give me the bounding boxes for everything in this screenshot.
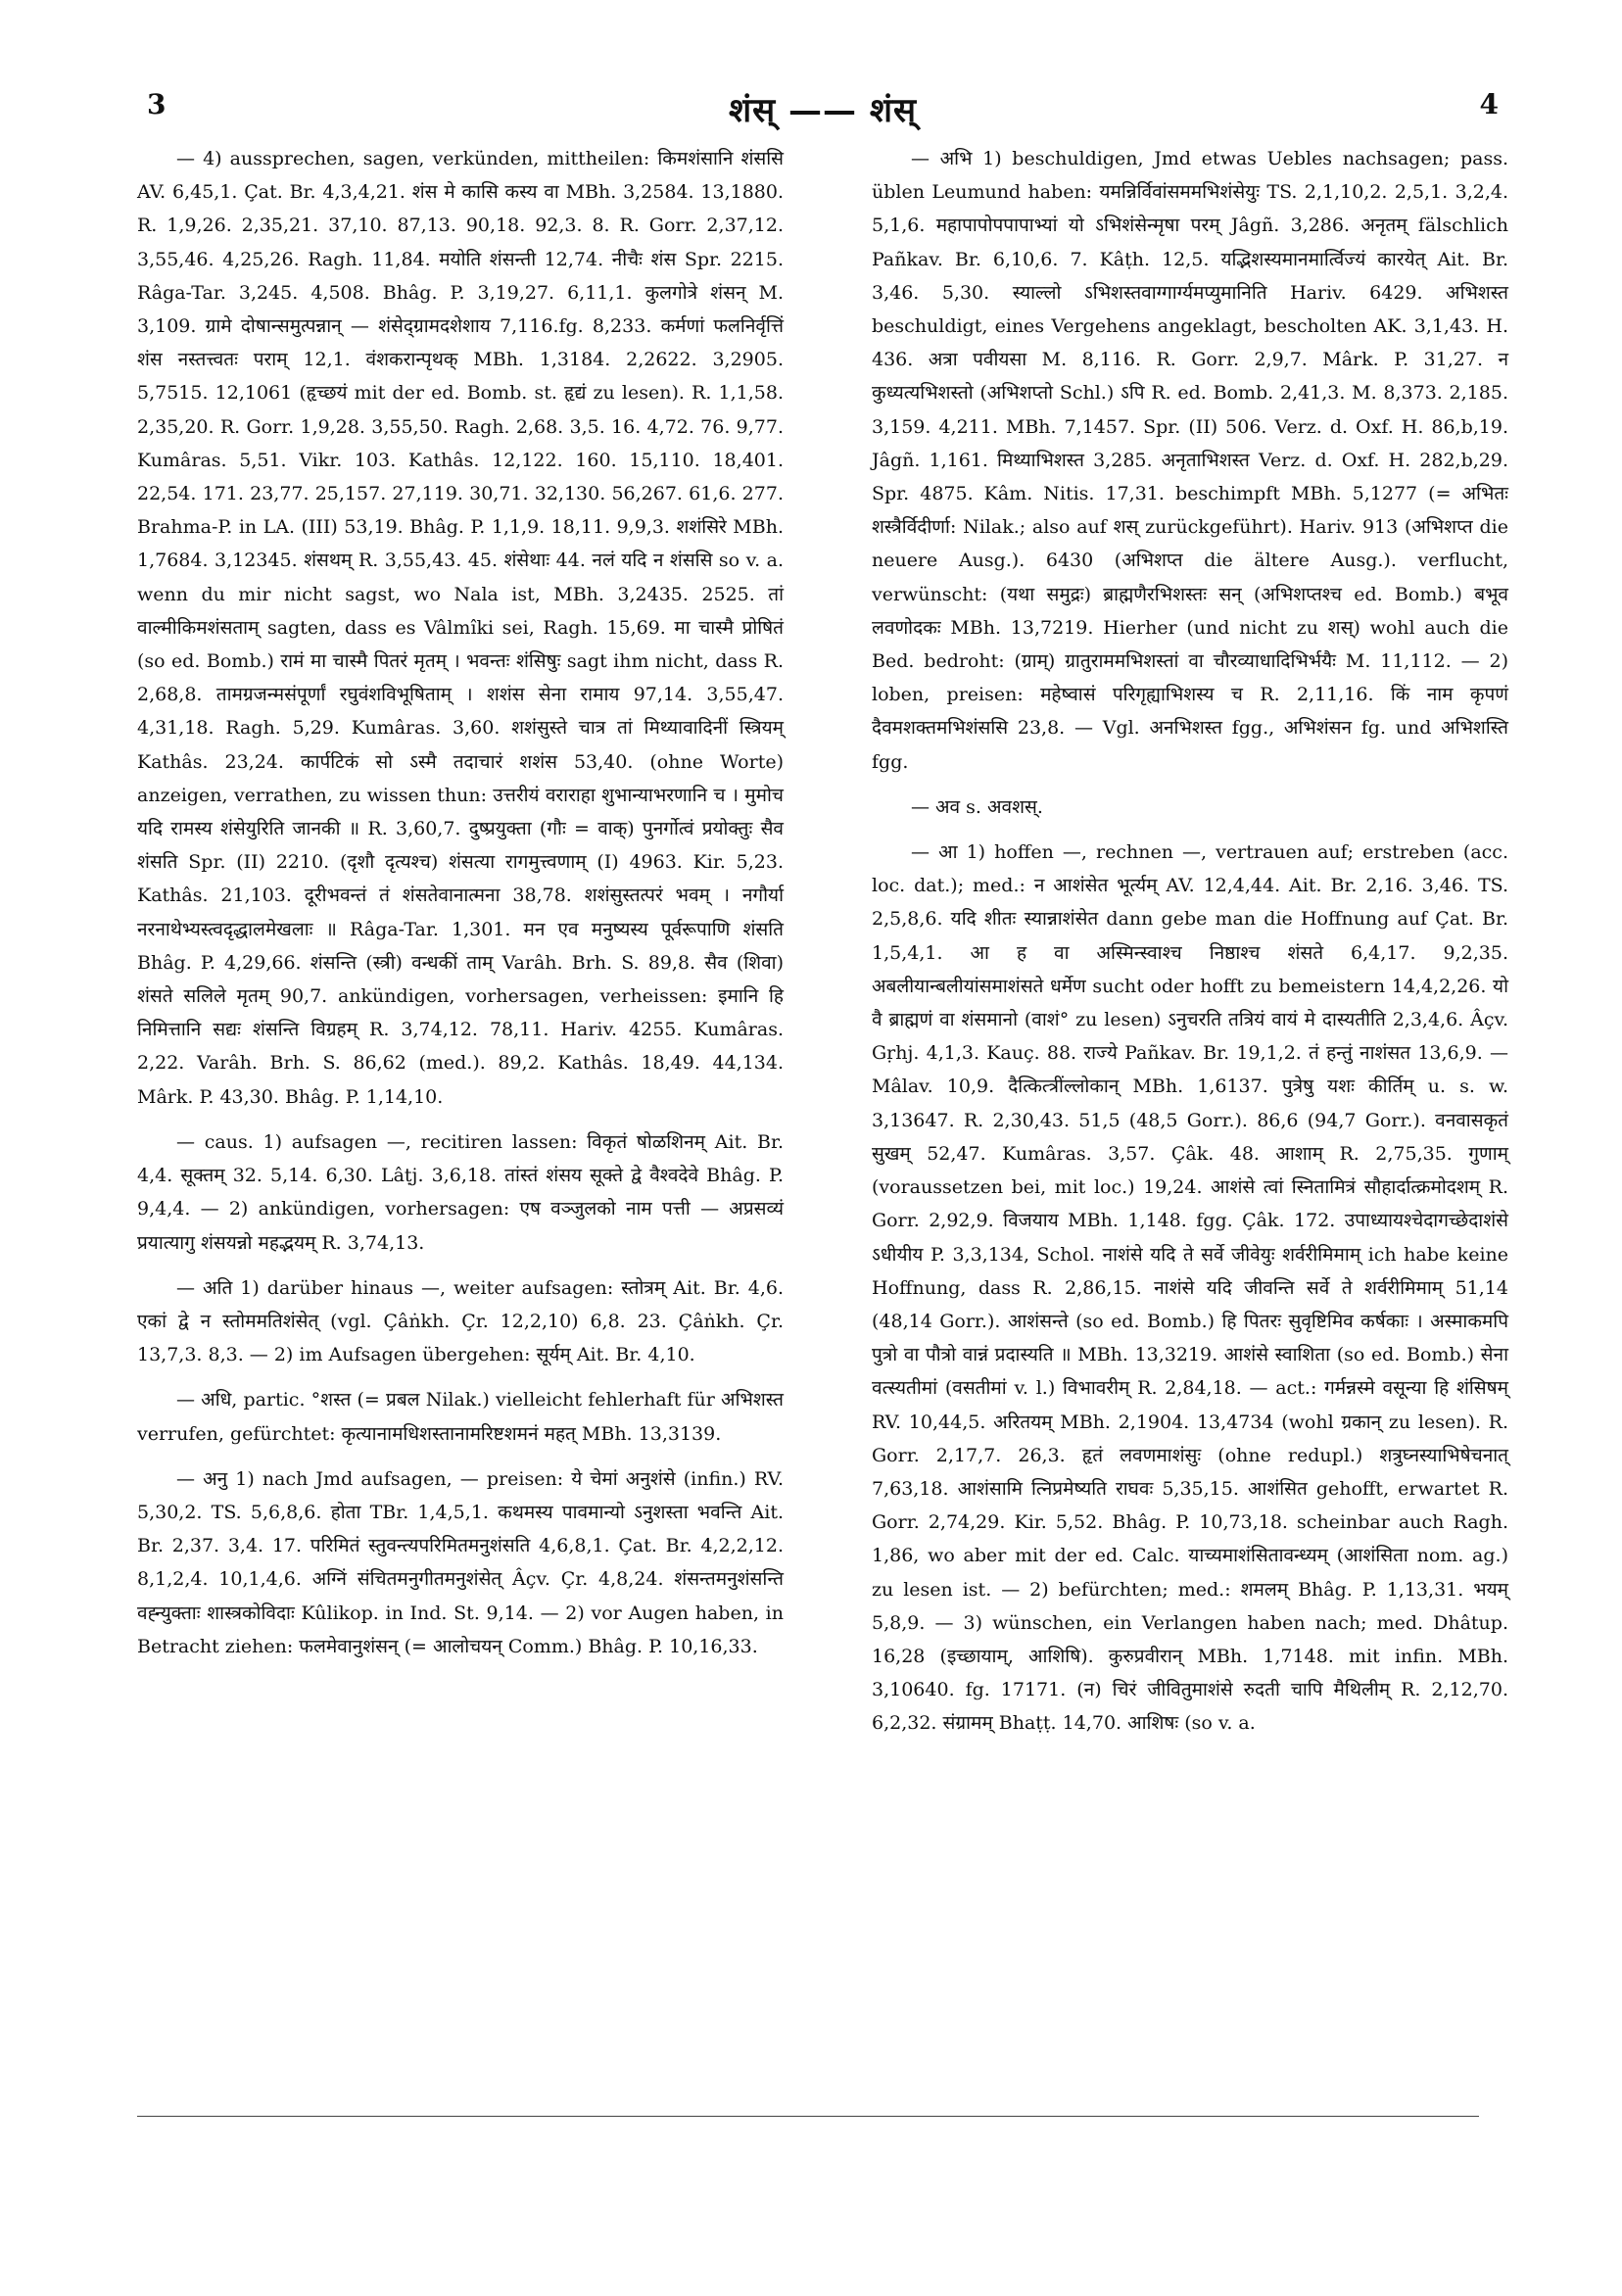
page-number-right: 4	[1479, 88, 1499, 120]
footer-rule	[137, 2116, 1479, 2117]
page-header	[147, 88, 1499, 130]
entry-paragraph: — आ 1) hoffen —, rechnen —, vertrauen auf; erstreben (acc. loc. dat.); med.: न आशंसेत भूर्त्यम् AV. 12,4,44. Ait. Br. 2,16. 3,46. TS. 2,5,8,6. यदि शीतः स्यान्नाशंसेत dann gebe man die Hoffnung auf Çat. Br. 1,5,4,1. आ ह वा अस्मिन्स्वाश्च निष्ठाश्च शंसते 6,4,17. 9,2,35. अबलीयान्बलीयांसमाशंसते धर्मेण sucht oder hofft zu bemeistern 14,4,2,26. यो वै ब्राह्मणं वा शंसमानो (वाशं° zu lesen) ऽनुचरति तत्रियं वायं मे दास्यतीति 2,3,4,6. Âçv. Gṛhj. 4,1,3. Kauç. 88. राज्ये Pañkav. Br. 19,1,2. तं हन्तुं नाशंसत 13,6,9. — Mâlav. 10,9. दैत्कित्त्रींल्लोकान् MBh. 1,6137. पुत्रेषु यशः कीर्तिम् u. s. w. 3,13647. R. 2,30,43. 51,5 (48,5 Gorr.). 86,6 (94,7 Gorr.). वनवासकृतं सुखम् 52,47. Kumâras. 3,57. Çâk. 48. आशाम् R. 2,75,35. गुणाम् (voraussetzen bei, mit loc.) 19,24. आशंसे त्वां स्नितामित्रं सौहार्दात्क्रमोदशम् R. Gorr. 2,92,9. विजयाय MBh. 1,148. fgg. Çâk. 172. उपाध्यायश्चेदागच्छेदाशंसे ऽधीयीय P. 3,3,134, Schol. नाशंसे यदि ते सर्वे जीवेयुः शर्वरीमिमाम् ich habe keine Hoffnung, dass R. 2,86,15. नाशंसे यदि जीवन्ति सर्वे ते शर्वरीमिमाम् 51,14 (48,14 Gorr.). आशंसन्ते (so ed. Bomb.) हि पितरः सुवृष्टिमिव कर्षकाः । अस्माकमपि पुत्रो वा पौत्रो वान्नं प्रदास्यति ॥ MBh. 13,3219. आशंसे स्वाशिता (so ed. Bomb.) सेना वत्स्यतीमां (वसतीमां v. l.) विभावरीम् R. 2,84,18. — act.: गर्मन्नस्मे वसून्या हि शंसिषम् RV. 10,44,5. अरितयम् MBh. 2,1904. 13,4734 (wohl ग्रकान् zu lesen). R. Gorr. 2,17,7. 26,3. हृतं लवणमाशंसुः (ohne redupl.) शत्रुघ्नस्याभिषेचनात् 7,63,18. आशंसामि त्निप्रमेष्यति राघवः 5,35,15. आशंसित gehofft, erwartet R. Gorr. 2,74,29. Kir. 5,52. Bhâg. P. 10,73,18. scheinbar auch Ragh. 1,86, wo aber mit der ed. Calc. याच्यमाशंसितावन्ध्यम् (आशंसिता nom. ag.) zu lesen ist. — 2) befürchten; med.: शमलम् Bhâg. P. 1,13,31. भयम् 5,8,9. — 3) wünschen, ein Verlangen haben nach; med. Dhâtup. 16,28 (इच्छायाम्, आशिषि). कुरुप्रवीरान् MBh. 1,7148. mit infin. MBh. 3,10640. fg. 17171. (न) चिरं जीवितुमाशंसे रुदती चापि मैथिलीम् R. 2,12,70. 6,2,32. संग्रामम् Bhaṭṭ. 14,70. आशिषः (so v. a.	[872, 841, 1508, 1735]
entry-paragraph: — अति 1) darüber hinaus —, weiter aufsagen: स्तोत्रम् Ait. Br. 4,6. एकां द्वे न स्तोममतिशंसेत् (vgl. Çâṅkh. Çr. 12,2,10) 6,8. 23. Çâṅkh. Çr. 13,7,3. 8,3. — 2) im Aufsagen übergehen: सूर्यम् Ait. Br. 4,10.	[137, 1276, 784, 1366]
entry-paragraph: — अव s. अवशस्.	[911, 795, 1043, 818]
entry-paragraph: — अभि 1) beschuldigen, Jmd etwas Uebles nachsagen; pass. üblen Leumund haben: यमन्निर्विवांसममभिशंसेयुः TS. 2,1,10,2. 2,5,1. 3,2,4. 5,1,6. महापापोपपापाभ्यां यो ऽभिशंसेन्मृषा परम् Jâgñ. 3,286. अनृतम् fälschlich Pañkav. Br. 6,10,6. 7. Kâṭh. 12,5. यद्भिशस्यमानमार्त्विज्यं कारयेत् Ait. Br. 3,46. 5,30. स्याल्लो ऽभिशस्तवाग्गार्ग्यमप्युमानिति Hariv. 6429. अभिशस्त beschuldigt, eines Vergehens angeklagt, bescholten AK. 3,1,43. H. 436. अत्रा पवीयसा M. 8,116. R. Gorr. 2,9,7. Mârk. P. 31,27. न कुध्यत्यभिशस्तो (अभिशप्तो Schl.) ऽपि R. ed. Bomb. 2,41,3. M. 8,373. 2,185. 3,159. 4,211. MBh. 7,1457. Spr. (II) 506. Verz. d. Oxf. H. 86,b,19. Jâgñ. 1,161. मिथ्याभिशस्त 3,285. अनृताभिशस्त Verz. d. Oxf. H. 282,b,29. Spr. 4875. Kâm. Nitis. 17,31. beschimpft MBh. 5,1277 (= अभितः शस्त्रैर्विदीर्णा: Nilak.; also auf शस् zurückgeführt). Hariv. 913 (अभिशप्त die neuere Ausg.). 6430 (अभिशप्त die ältere Ausg.). verflucht, verwünscht: (यथा समुद्रः) ब्राह्मणैरभिशस्तः सन् (अभिशप्तश्च ed. Bomb.) बभूव लवणोदकः MBh. 13,7219. Hierher (und nicht zu शस्) wohl auch die Bed. bedroht: (ग्राम्) ग्रातुराममभिशस्तां वा चौरव्याधादिभिर्भयैः M. 11,112. — 2) loben, preisen: महेष्वासं परिगृह्याभिशस्य च R. 2,11,16. किं नाम कृपणं दैवमशक्तमभिशंससि 23,8. — Vgl. अनभिशस्त fgg., अभिशंसन fg. und अभिशस्ति fgg.	[872, 148, 1508, 773]
right-column	[872, 142, 1508, 1741]
running-head: शंस् —— शंस्	[729, 91, 917, 130]
entry-paragraph: — अनु 1) nach Jmd aufsagen, — preisen: ये चेमां अनुशंसे (infin.) RV. 5,30,2. TS. 5,6,8,6. होता TBr. 1,4,5,1. कथमस्य पावमान्यो ऽनुशस्ता भवन्ति Ait. Br. 2,37. 3,4. 17. परिमितं स्तुवन्त्यपरिमितमनुशंसति 4,6,8,1. Çat. Br. 4,2,2,12. 8,1,2,4. 10,1,4,6. अग्निं संचितमनुगीतमनुशंसेत् Âçv. Çr. 4,8,24. शंसन्तमनुशंसन्ति वह्न्युक्ताः शास्त्रकोविदाः Kûlikop. in Ind. St. 9,14. — 2) vor Augen haben, in Betracht ziehen: फलमेवानुशंसन् (= आलोचयन् Comm.) Bhâg. P. 10,16,33.	[137, 1467, 784, 1657]
entry-paragraph: — 4) aussprechen, sagen, verkünden, mittheilen: किमशंसानि शंससि AV. 6,45,1. Çat. Br. 4,3,4,21. शंस मे कासि कस्य वा MBh. 3,2584. 13,1880. R. 1,9,26. 2,35,21. 37,10. 87,13. 90,18. 92,3. 8. R. Gorr. 2,37,12. 3,55,46. 4,25,26. Ragh. 11,84. मयोति शंसन्ती 12,74. नीचैः शंस Spr. 2215. Râga-Tar. 3,245. 4,508. Bhâg. P. 3,19,27. 6,11,1. कुलगोत्रे शंसन् M. 3,109. ग्रामे दोषान्समुत्पन्नान् — शंसेद्ग्रामदशेशाय 7,116.fg. 8,233. कर्मणां फलनिर्वृत्तिं शंस नस्तत्त्वतः पराम् 12,1. वंशकरान्पृथक् MBh. 1,3184. 2,2622. 3,2905. 5,7515. 12,1061 (हृच्छयं mit der ed. Bomb. st. हृद्यं zu lesen). R. 1,1,58. 2,35,20. R. Gorr. 1,9,28. 3,55,50. Ragh. 2,68. 3,5. 16. 4,72. 76. 9,77. Kumâras. 5,51. Vikr. 103. Kathâs. 12,122. 160. 15,110. 18,401. 22,54. 171. 23,77. 25,157. 27,119. 30,71. 32,130. 56,267. 61,6. 277. Brahma-P. in LA. (III) 53,19. Bhâg. P. 1,1,9. 18,11. 9,9,3. शशंसिरे MBh. 1,7684. 3,12345. शंसथम् R. 3,55,43. 45. शंसेथाः 44. नलं यदि न शंससि so v. a. wenn du mir nicht sagst, wo Nala ist, MBh. 3,2435. 2525. तां वाल्मीकिमशंसताम् sagten, dass es Vâlmîki sei, Ragh. 15,69. मा चास्मै प्रोषितं (so ed. Bomb.) रामं मा चास्मै पितरं मृतम् । भवन्तः शंसिषुः sagt ihm nicht, dass R. 2,68,8. तामग्रजन्मसंपूर्णां रघुवंशविभूषिताम् । शशंस सेना रामाय 97,14. 3,55,47. 4,31,18. Ragh. 5,29. Kumâras. 3,60. शशंसुस्ते चात्र तां मिथ्यावादिनीं स्त्रियम् Kathâs. 23,24. कार्पटिकं सो ऽस्मै तदाचारं शशंस 53,40. (ohne Worte) anzeigen, verrathen, zu wissen thun: उत्तरीयं वराराहा शुभान्याभरणानि च । मुमोच यदि रामस्य शंसेयुरिति जानकी ॥ R. 3,60,7. दुष्प्रयुक्ता (गौः = वाक्) पुनर्गोत्वं प्रयोक्तुः सैव शंसति Spr. (II) 2210. (दृशौ दृत्यश्च) शंसत्या रागमुत्त्वणाम् (I) 4963. Kir. 5,23. Kathâs. 21,103. दूरीभवन्तं तं शंसतेवानात्मना 38,78. शशंसुस्तत्परं भवम् । नगौर्या नरनाथेभ्यस्त्वदृद्धालमेखलाः ॥ Râga-Tar. 1,301. मन एव मनुष्यस्य पूर्वरूपाणि शंसति Bhâg. P. 4,29,66. शंसन्ति (स्त्री) वन्धकीं ताम् Varâh. Brh. S. 89,8. सैव (शिवा) शंसते सलिले मृतम् 90,7. ankündigen, vorhersagen, verheissen: इमानि हि निमित्तानि सद्यः शंसन्ति विग्रहम् R. 3,74,12. 78,11. Hariv. 4255. Kumâras. 2,22. Varâh. Brh. S. 86,62 (med.). 89,2. Kathâs. 18,49. 44,134. Mârk. P. 43,30. Bhâg. P. 1,14,10.	[137, 148, 784, 1108]
left-column	[137, 142, 784, 1663]
entry-paragraph: — caus. 1) aufsagen —, recitiren lassen: विकृतं षोळशिनम् Ait. Br. 4,4. सूक्तम् 32. 5,14. 6,30. Lâṭj. 3,6,18. तांस्तं शंसय सूक्ते द्वे वैश्वदेवे Bhâg. P. 9,4,4. — 2) ankündigen, vorhersagen: एष वञ्जुलको नाम पत्ती — अप्रसव्यं प्रयात्यागु शंसयन्नो महद्भयम् R. 3,74,13.	[137, 1130, 784, 1254]
entry-paragraph: — अधि, partic. °शस्त (= प्रबल Nilak.) vielleicht fehlerhaft für अभिशस्त verrufen, gefürchtet: कृत्यानामधिशस्तानामरिष्टशमनं महत् MBh. 13,3139.	[137, 1389, 784, 1445]
page-number-left: 3	[147, 88, 167, 120]
